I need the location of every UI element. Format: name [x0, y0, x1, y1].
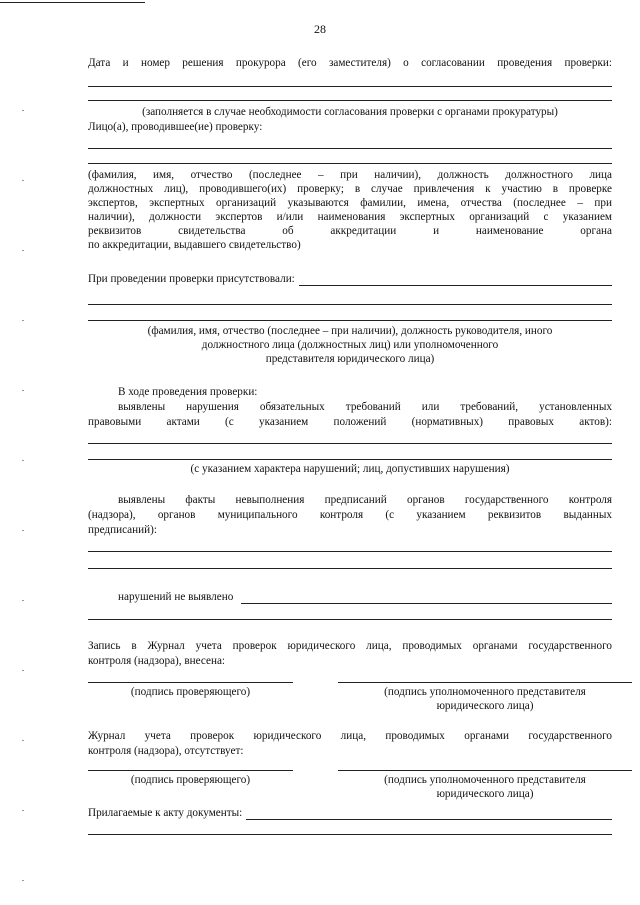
inspectors-label: Лицо(а), проводившее(ие) проверку:: [88, 121, 263, 133]
inspector-signature-line[interactable]: [88, 682, 293, 683]
inspectors-field-1[interactable]: [88, 148, 612, 149]
inspectors-note-line: экспертов, экспертных организаций указываются фамилии, имена, отчества (последнее – при: [88, 197, 612, 209]
inspectors-field-2[interactable]: [88, 163, 612, 164]
prosecutor-decision-note: (заполняется в случае необходимости согласования проверки с органами прокуратуры): [142, 106, 558, 118]
present-persons-note-line: представителя юридического лица): [265, 353, 435, 365]
inspectors-note: [88, 168, 612, 252]
present-persons-note-line: (фамилия, имя, отчество (последнее – при наличии), должность руководителя, иного: [147, 325, 553, 337]
present-persons-field-3[interactable]: [88, 320, 612, 321]
representative-caption-line: (подпись уполномоченного представителя: [384, 774, 586, 786]
prosecutor-decision-label: Дата и номер решения прокурора (его заместителя) о согласовании проведения проверки:: [88, 57, 612, 69]
journal-entry-line-1: Запись в Журнал учета проверок юридического лица, проводимых органами государственного: [88, 640, 612, 652]
violations-note: (с указанием характера нарушений; лиц, допустивших нарушения): [190, 463, 510, 475]
prescriptions-field-2[interactable]: [88, 568, 612, 569]
present-persons-row: [88, 272, 612, 286]
attached-documents-field[interactable]: [246, 808, 612, 820]
attached-documents-field-2[interactable]: [88, 834, 612, 835]
top-edge-line: [0, 2, 145, 3]
prescriptions-line-1: выявлены факты невыполнения предписаний органов государственного контроля: [118, 494, 612, 506]
prescriptions-line-2: (надзора), органов муниципального контроля (с указанием реквизитов выданных: [88, 509, 612, 521]
journal-entry-line-2: контроля (надзора), внесена:: [88, 655, 226, 667]
violations-line-2: правовыми актами (с указанием положений (нормативных) правовых актов):: [88, 416, 612, 428]
inspector-signature-line-2[interactable]: [88, 770, 293, 771]
representative-caption-line: (подпись уполномоченного представителя: [384, 686, 586, 698]
prescriptions-field-1[interactable]: [88, 551, 612, 552]
present-persons-label: При проведении проверки присутствовали:: [88, 273, 295, 285]
prosecutor-decision-field-2[interactable]: [88, 100, 612, 101]
inspectors-note-line: должностных лиц), проводившего(их) проверку; в случае привлечения к участию в проверке: [88, 183, 612, 195]
inspectors-note-line: (фамилия, имя, отчество (последнее – при наличии), должность должностного лица: [88, 169, 612, 181]
inspection-intro: В ходе проведения проверки:: [118, 386, 258, 398]
no-violations-field[interactable]: [241, 592, 612, 604]
inspectors-note-line: наличии), должности экспертов и/или наименования экспертных организаций с указанием: [88, 211, 612, 223]
no-violations-label: нарушений не выявлено: [118, 591, 234, 603]
present-persons-note-line: должностного лица (должностных лиц) или уполномоченного: [201, 339, 499, 351]
no-violations-field-2[interactable]: [88, 619, 612, 620]
representative-caption-line: юридического лица): [436, 788, 534, 800]
representative-caption-line: юридического лица): [436, 700, 534, 712]
present-persons-field[interactable]: [299, 274, 612, 286]
inspectors-note-line: реквизитов свидетельства об аккредитации и наименование органа: [88, 225, 612, 237]
present-persons-field-2[interactable]: [88, 304, 612, 305]
representative-signature-caption-2: [338, 773, 632, 801]
violations-line-1: выявлены нарушения обязательных требований или требований, установленных: [118, 401, 612, 413]
inspectors-note-line: по аккредитации, выдавшего свидетельство): [88, 239, 301, 251]
inspector-signature-caption: (подпись проверяющего): [130, 686, 251, 698]
violations-field-2[interactable]: [88, 459, 612, 460]
prescriptions-line-3: предписаний):: [88, 524, 157, 536]
inspector-signature-caption-2: (подпись проверяющего): [130, 774, 251, 786]
prosecutor-decision-field-1[interactable]: [88, 86, 612, 87]
binding-marks: [22, 110, 24, 900]
no-violations-row: [118, 590, 612, 604]
journal-absent-line-1: Журнал учета проверок юридического лица, проводимых органами государственного: [88, 730, 612, 742]
attached-documents-label: Прилагаемые к акту документы:: [88, 807, 243, 819]
present-persons-note: [88, 324, 612, 366]
violations-field-1[interactable]: [88, 443, 612, 444]
representative-signature-line-2[interactable]: [338, 770, 632, 771]
attached-documents-row: [88, 806, 612, 820]
representative-signature-caption: [338, 685, 632, 713]
page-number: 28: [314, 22, 326, 36]
journal-absent-line-2: контроля (надзора), отсутствует:: [88, 745, 244, 757]
representative-signature-line[interactable]: [338, 682, 632, 683]
